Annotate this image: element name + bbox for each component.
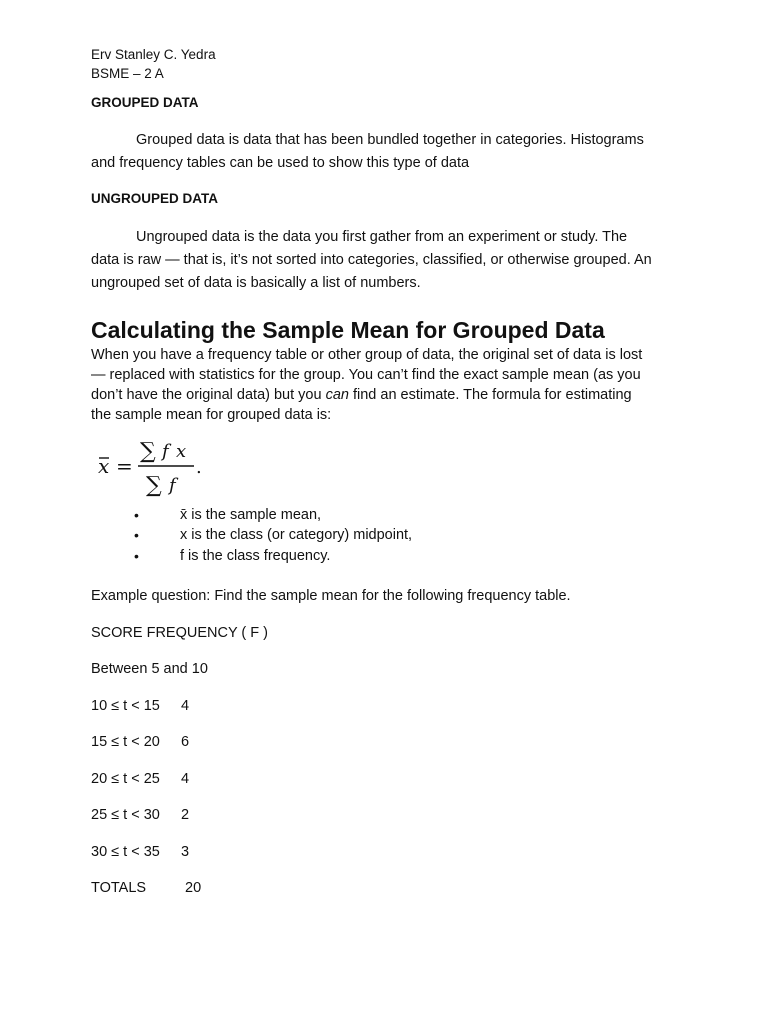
bullet-marker: • (134, 507, 139, 523)
table-row-score: 20 ≤ t < 25 (91, 771, 160, 787)
bullet-item-midpoint: x is the class (or category) midpoint, (180, 527, 413, 543)
author-name: Erv Stanley C. Yedra (91, 47, 216, 62)
table-row-frequency: 4 (181, 771, 190, 787)
svg-text:x: x (176, 441, 187, 462)
svg-text:f: f (169, 475, 176, 496)
sample-mean-line-3-start: don’t have the original data) but you (91, 387, 326, 403)
table-row-score: 10 ≤ t < 15 (91, 698, 160, 714)
sample-mean-formula (96, 436, 226, 498)
section-title: Calculating the Sample Mean for Grouped Data (91, 317, 605, 343)
ungrouped-data-heading: UNGROUPED DATA (91, 191, 218, 206)
totals-value: 20 (185, 880, 202, 896)
svg-text:.: . (196, 457, 202, 478)
sample-mean-line-3-end: find an estimate. The formula for estimating (348, 387, 632, 403)
table-row-frequency: 6 (181, 734, 190, 750)
bullet-item-sample-mean: x̄ is the sample mean, (180, 507, 322, 523)
grouped-data-line-1: Grouped data is data that has been bundled together in categories. Histograms (136, 132, 644, 148)
bullet-marker: • (134, 527, 139, 543)
table-row-score: 25 ≤ t < 30 (91, 807, 160, 823)
bullet-item-frequency: f is the class frequency. (180, 548, 331, 564)
table-header: SCORE FREQUENCY ( F ) (91, 625, 268, 641)
class-section: BSME – 2 A (91, 66, 164, 81)
svg-text:f: f (162, 441, 169, 462)
grouped-data-line-2: and frequency tables can be used to show this type of data (91, 155, 470, 171)
sample-mean-line-3 (91, 385, 632, 405)
sample-mean-line-4: the sample mean for grouped data is: (91, 407, 332, 423)
ungrouped-data-line-2: data is raw — that is, it’s not sorted into categories, classified, or otherwise grouped. An (91, 252, 652, 268)
ungrouped-data-line-1: Ungrouped data is the data you first gather from an experiment or study. The (136, 229, 628, 245)
table-row-frequency: 4 (181, 698, 190, 714)
table-row-score: 30 ≤ t < 35 (91, 844, 160, 860)
svg-text:x: x (98, 454, 110, 478)
sample-mean-line-2: — replaced with statistics for the group. You can’t find the exact sample mean (as you (91, 367, 641, 383)
table-row-score: 15 ≤ t < 20 (91, 734, 160, 750)
svg-text:∑: ∑ (140, 439, 156, 464)
svg-text:∑: ∑ (146, 473, 162, 498)
example-question: Example question: Find the sample mean for the following frequency table. (91, 588, 571, 604)
table-row-frequency: 2 (181, 807, 190, 823)
totals-label: TOTALS (91, 880, 147, 896)
table-first-row: Between 5 and 10 (91, 661, 208, 677)
sample-mean-line-1: When you have a frequency table or other group of data, the original set of data is lost (91, 347, 643, 363)
grouped-data-heading: GROUPED DATA (91, 95, 199, 110)
ungrouped-data-line-3: ungrouped set of data is basically a list of numbers. (91, 275, 421, 291)
bullet-marker: • (134, 548, 139, 564)
svg-text:=: = (116, 454, 133, 478)
table-row-frequency: 3 (181, 844, 190, 860)
emphasis-can: can (325, 387, 349, 403)
